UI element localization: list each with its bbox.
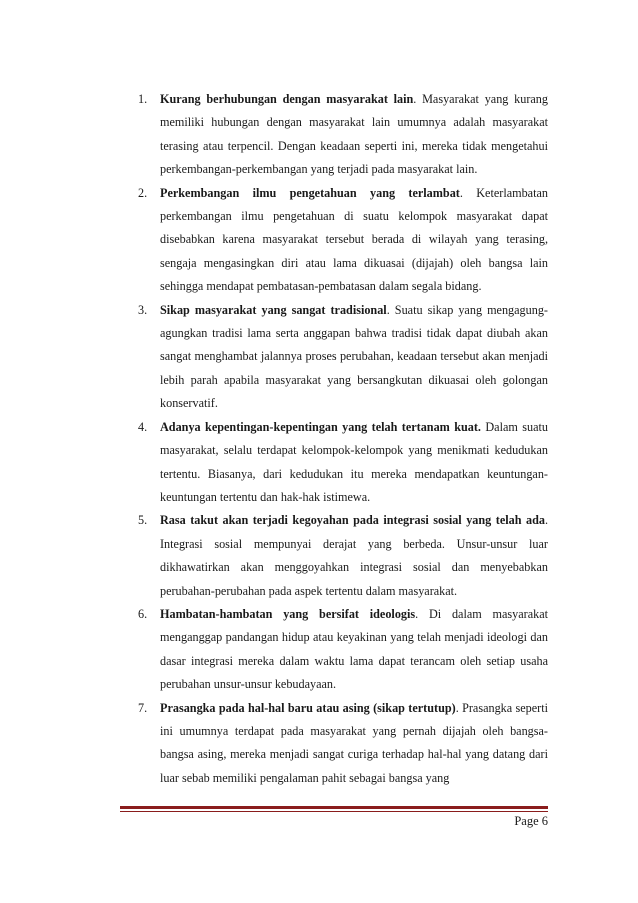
item-number: 7.: [138, 700, 148, 715]
item-body: Dalam suatu masyarakat, selalu terdapat kelompok-kelompok yang menikmati kedudukan tertentu. Biasanya, dari kedudukan itu mereka mendapatkan keuntungan-keuntungan tertentu dan hak-hak istimewa.: [160, 419, 548, 504]
item-body: . Suatu sikap yang mengagung-agungkan tradisi lama serta anggapan bahwa tradisi tidak dapat diubah akan sangat menghambat jalannya proses perubahan, keadaan tersebut akan menjadi lebih parah apabila masyarakat yang bersangkutan dikuasai oleh golongan konservatif.: [160, 302, 548, 411]
item-text: [160, 697, 548, 791]
item-text: [160, 88, 548, 182]
item-heading: Perkembangan ilmu pengetahuan yang terlambat: [160, 185, 460, 200]
item-heading: Prasangka pada hal-hal baru atau asing (sikap tertutup): [160, 700, 456, 715]
item-number: 1.: [138, 92, 148, 106]
item-text: [160, 416, 548, 510]
item-body: . Di dalam masyarakat menganggap pandangan hidup atau keyakinan yang telah menjadi ideologi dan dasar integrasi mereka dalam waktu lama dapat terancam oleh setiap usaha perubahan unsur-unsur kebudayaan.: [160, 606, 548, 692]
item-heading: Adanya kepentingan-kepentingan yang telah tertanam kuat.: [160, 419, 481, 434]
document-body: [138, 88, 548, 790]
item-number: 6.: [138, 606, 148, 621]
list-item: [138, 182, 548, 299]
item-heading: Hambatan-hambatan yang bersifat ideologis: [160, 606, 416, 621]
obstacle-list: [138, 88, 548, 790]
list-item: [138, 603, 548, 697]
list-item: [138, 509, 548, 603]
list-item: [138, 697, 548, 791]
item-body: . Keterlambatan perkembangan ilmu pengetahuan di suatu kelompok masyarakat dapat disebabkan karena masyarakat tersebut berada di wilayah yang terasing, sengaja mengasingkan diri atau lama dikuasai (dijajah) oleh bangsa lain sehingga mendapat pembatasan-pembatasan dalam segala bidang.: [160, 185, 548, 294]
item-number: 5.: [138, 513, 148, 528]
item-heading: Rasa takut akan terjadi kegoyahan pada integrasi sosial yang telah ada: [160, 513, 545, 528]
item-body: . Masyarakat yang kurang memiliki hubungan dengan masyarakat lain umumnya adalah masyarakat terasing atau terpencil. Dengan keadaan seperti ini, mereka tidak mengetahui perkembangan-perkembangan yang terjadi pada masyarakat lain.: [160, 92, 548, 177]
item-text: [160, 182, 548, 299]
item-text: [160, 603, 548, 697]
item-heading: Kurang berhubungan dengan masyarakat lain: [160, 92, 414, 106]
list-item: [138, 299, 548, 416]
item-text: [160, 299, 548, 416]
page-number: Page 6: [514, 814, 548, 828]
item-body: . Integrasi sosial mempunyai derajat yang berbeda. Unsur-unsur luar dikhawatirkan akan menggoyahkan integrasi sosial dan menyebabkan perubahan-perubahan pada aspek tertentu dalam masyarakat.: [160, 513, 548, 598]
list-item: [138, 88, 548, 182]
item-heading: Sikap masyarakat yang sangat tradisional: [160, 302, 387, 317]
list-item: [138, 416, 548, 510]
item-number: 3.: [138, 302, 148, 317]
item-text: [160, 509, 548, 603]
item-number: 2.: [138, 185, 148, 200]
footer-rule-thin: [120, 811, 548, 812]
item-number: 4.: [138, 419, 148, 434]
item-body: . Prasangka seperti ini umumnya terdapat pada masyarakat yang pernah dijajah oleh bangsa-bangsa asing, mereka menjadi sangat curiga terhadap hal-hal yang datang dari luar sebab memiliki pengalaman pahit sebagai bangsa yang: [160, 700, 549, 785]
footer-rule-thick: [120, 806, 548, 809]
